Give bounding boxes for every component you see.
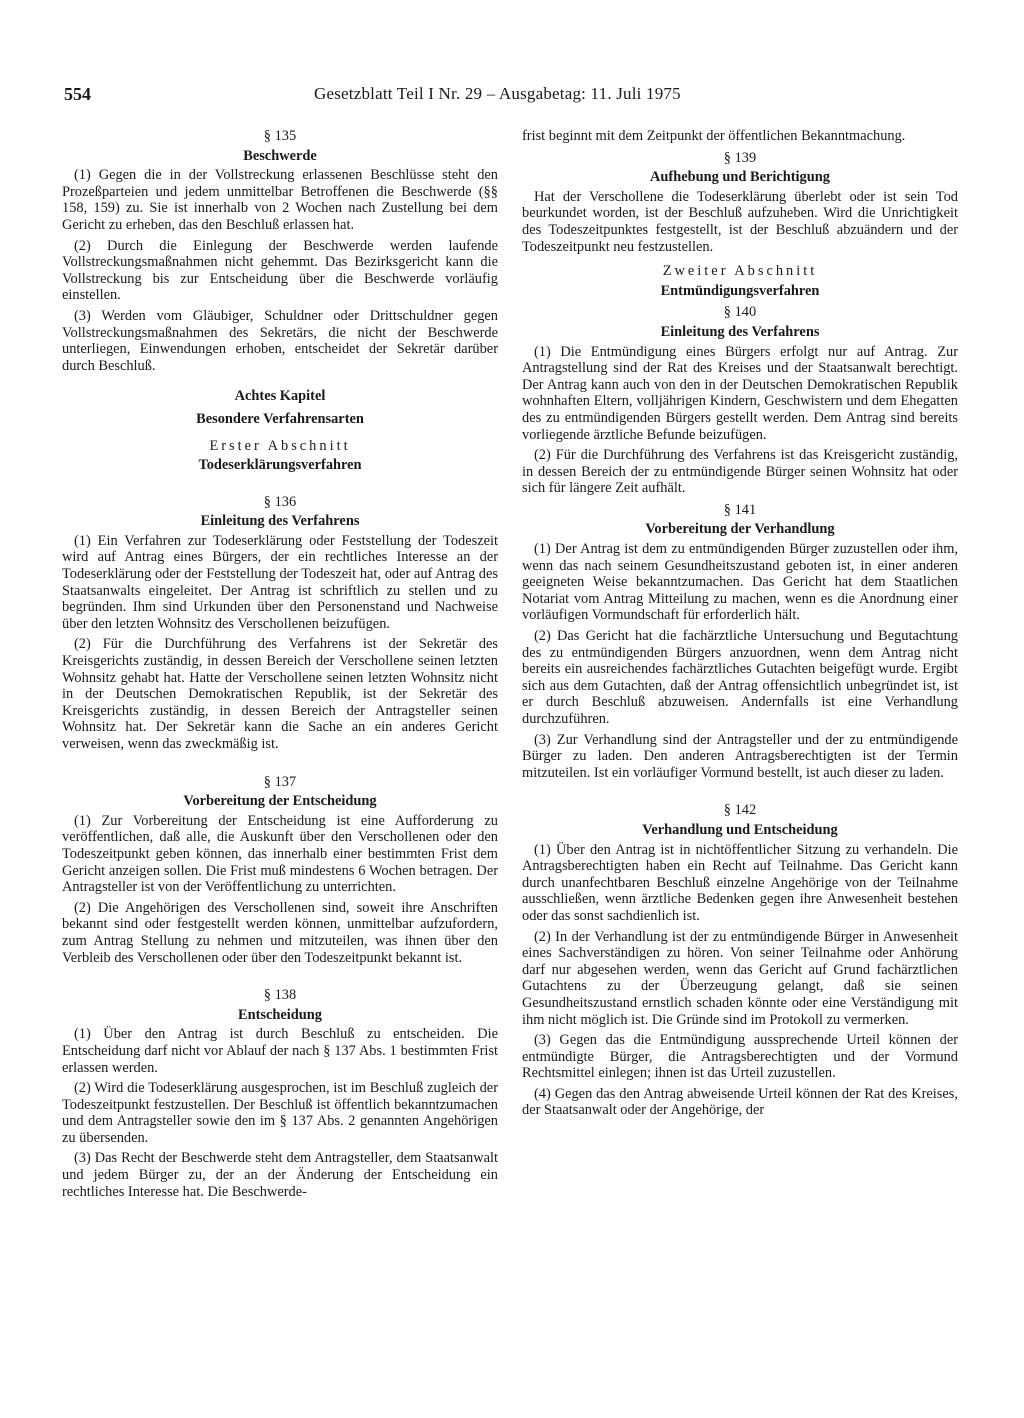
- abschnitt-heading: Zweiter Abschnitt: [662, 263, 818, 280]
- section-number-141: § 141: [723, 501, 757, 518]
- section-title-141: Vorbereitung der Verhandlung: [645, 521, 835, 538]
- paragraph: (1) Gegen die in der Vollstreckung erlassenen Beschlüsse steht den Prozeßparteien und jedem unmittelbar Betroffenen die Beschwerde (§§ 158, 159) zu. Sie ist innerhalb von 2 Wochen nach Zustellung bei dem Gericht zu erheben, das den Beschluß erlassen hat.: [62, 167, 498, 233]
- section-title-135: Beschwerde: [243, 147, 317, 164]
- paragraph: (3) Werden vom Gläubiger, Schuldner oder Drittschuldner gegen Vollstreckungsmaßnahmen des Sekretärs, die nicht der Beschwerde unterliegen, Einwendungen erhoben, entscheidet der Sekretär darüber durch Beschluß.: [62, 307, 498, 374]
- chapter-heading: Achtes Kapitel: [234, 388, 326, 405]
- section-title-136: Einleitung des Verfahrens: [200, 513, 360, 530]
- spacer: [522, 785, 958, 797]
- chapter-title: Besondere Verfahrensarten: [196, 410, 364, 427]
- paragraph: (2) In der Verhandlung ist der zu entmündigende Bürger in Anwesenheit eines Sachverständigen zu hören. Von seiner Teilnahme oder Anhörung darf nur abgesehen werden, wenn das Gericht auf Grund fachärztlichen Gutachtens zu der Überzeugung gelangt, daß sie seinen Gesundheitszustand ernstlich schaden könnte oder eine Verständigung mit ihm nicht möglich ist. Die Gründe sind im Protokoll zu vermerken.: [522, 928, 958, 1028]
- section-number-140: § 140: [723, 304, 757, 321]
- right-column: [522, 128, 958, 1123]
- spacer: [62, 477, 498, 489]
- section-title-138: Entscheidung: [238, 1006, 322, 1023]
- section-title-140: Einleitung des Verfahrens: [660, 323, 820, 340]
- paragraph: (3) Das Recht der Beschwerde steht dem Antragsteller, dem Staatsanwalt und jedem Bürger zu, der an der Änderung der Entscheidung ein rechtliches Interesse hat. Die Beschwerde-: [62, 1150, 498, 1200]
- section-title-137: Vorbereitung der Entscheidung: [183, 793, 377, 810]
- paragraph-continuation: frist beginnt mit dem Zeitpunkt der öffentlichen Bekanntmachung.: [522, 128, 906, 144]
- section-title-139: Aufhebung und Berichtigung: [650, 169, 830, 186]
- gazette-title: Gesetzblatt Teil I Nr. 29 – Ausgabetag: 11. Juli 1975: [314, 84, 681, 103]
- paragraph: (1) Über den Antrag ist durch Beschluß zu entscheiden. Die Entscheidung darf nicht vor Ablauf der nach § 137 Abs. 1 bestimmten Frist erlassen werden.: [62, 1026, 498, 1076]
- paragraph: (1) Die Entmündigung eines Bürgers erfolgt nur auf Antrag. Zur Antragstellung sind der Rat des Kreises und der Staatsanwalt berechtigt. Der Antrag kann auch von den in der Deutschen Demokratischen Republik wohnhaften Eltern, volljährigen Kindern, Geschwistern und dem Ehegatten des zu entmündigenden Bürgers gestellt werden. Dem Antrag sind bereits vorliegende ärztliche Befunde beizufügen.: [522, 343, 958, 443]
- paragraph: (1) Über den Antrag ist in nichtöffentlicher Sitzung zu verhandeln. Die Antragsberechtigten haben ein Recht auf Teilnahme. Das Gericht kann durch unanfechtbaren Beschluß einzelne Angehörige von der Teilnahme ausschließen, wenn ärztliche Bedenken gegen ihre Anwesenheit bestehen oder das sonst sachdienlich ist.: [522, 841, 958, 924]
- spacer: [62, 757, 498, 769]
- abschnitt-heading: Erster Abschnitt: [209, 437, 351, 454]
- section-number-142: § 142: [723, 802, 757, 819]
- paragraph: (3) Zur Verhandlung sind der Antragsteller und der zu entmündigende Bürger zu laden. Den anderen Antragsberechtigten ist der Termin mitzuteilen. Ist ein vorläufiger Vormund bestellt, ist auch dieser zu laden.: [522, 731, 958, 781]
- paragraph: (2) Für die Durchführung des Verfahrens ist das Kreisgericht zuständig, in dessen Bereich der zu entmündigende Bürger seinen Wohnsitz hat oder sich für längere Zeit aufhält.: [522, 447, 958, 497]
- page-header: [64, 84, 964, 110]
- paragraph: (2) Die Angehörigen des Verschollenen sind, soweit ihre Anschriften bekannt sind oder festgestellt werden können, unmittelbar aufzufordern, zum Antrag Stellung zu nehmen und mitzuteilen, was ihnen über den Verbleib des Verschollenen oder über den Todeszeitpunkt bekannt ist.: [62, 899, 498, 966]
- paragraph: (2) Wird die Todeserklärung ausgesprochen, ist im Beschluß zugleich der Todeszeitpunkt festzustellen. Der Beschluß ist öffentlich bekanntzumachen und dem Antragsteller sowie den im § 137 Abs. 2 genannten Angehörigen zu übersenden.: [62, 1080, 498, 1146]
- abschnitt-title: Todeserklärungsverfahren: [198, 457, 362, 474]
- paragraph: (3) Gegen das die Entmündigung aussprechende Urteil können der entmündigte Bürger, die Antragsberechtigten und der Vormund Rechtsmittel einlegen; ihnen ist das Urteil zuzustellen.: [522, 1032, 958, 1082]
- section-title-142: Verhandlung und Entscheidung: [642, 821, 838, 838]
- paragraph: (1) Der Antrag ist dem zu entmündigenden Bürger zuzustellen oder ihm, wenn das nach seinem Gesundheitszustand geboten ist, in einer anderen geeigneten Weise bekanntzumachen. Das Gericht hat dem Staatlichen Notariat vom Antrag Mitteilung zu machen, wenn es die Anordnung einer vorläufigen Vormundschaft für erforderlich hält.: [522, 541, 958, 624]
- section-number-139: § 139: [723, 149, 757, 166]
- paragraph: (1) Zur Vorbereitung der Entscheidung ist eine Aufforderung zu veröffentlichen, daß alle, die Auskunft über den Verschollenen oder den Todeszeitpunkt geben können, das innerhalb einer bestimmten Frist dem Gericht anzeigen sollen. Die Frist muß mindestens 6 Wochen betragen. Der Antragsteller ist von der Veröffentlichung zu unterrichten.: [62, 812, 498, 896]
- spacer: [62, 970, 498, 982]
- paragraph: (2) Durch die Einlegung der Beschwerde werden laufende Vollstreckungsmaßnahmen nicht gehemmt. Das Bezirksgericht kann die Vollstreckung bis zur Entscheidung über die Beschwerde vorläufig einstellen.: [62, 237, 498, 304]
- paragraph: Hat der Verschollene die Todeserklärung überlebt oder ist sein Tod beurkundet worden, ist der Beschluß aufzuheben. Wird die Unrichtigkeit des Todeszeitpunktes festgestellt, ist der Beschluß abzuändern und der Todeszeitpunkt neu festzustellen.: [522, 188, 958, 255]
- paragraph: (1) Ein Verfahren zur Todeserklärung oder Feststellung der Todeszeit wird auf Antrag eines Bürgers, der ein rechtliches Interesse an der Todeserklärung oder der Feststellung der Todeszeit hat, oder auf Antrag des Staatsanwalts eingeleitet. Der Antrag ist schriftlich zu stellen und zu begründen. Ihm sind Urkunden über den Personenstand und Nachweise über den letzten Wohnsitz des Verschollenen beizufügen.: [62, 532, 498, 632]
- abschnitt-title: Entmündigungsverfahren: [660, 282, 820, 299]
- page-number: 554: [64, 84, 91, 104]
- section-number-137: § 137: [263, 773, 297, 790]
- paragraph: (2) Für die Durchführung des Verfahrens ist der Sekretär des Kreisgerichts zuständig, in dessen Bereich der Verschollene seinen letzten Wohnsitz gehabt hat. Hatte der Verschollene seinen letzten Wohnsitz nicht in der Deutschen Demokratischen Republik, ist der Sekretär des Kreisgerichts zuständig, in dessen Bereich der Antragsteller seinen Wohnsitz hat. Der Sekretär kann die Sache an ein anderes Gericht verweisen, wenn das zweckmäßig ist.: [62, 636, 498, 752]
- paragraph: (2) Das Gericht hat die fachärztliche Untersuchung und Begutachtung des zu entmündigenden Bürgers anzuordnen, wenn dem Antrag nicht bereits ein ausreichendes fachärztliches Gutachten beigefügt wurde. Ergibt sich aus dem Gutachten, daß der Antrag offensichtlich unbegründet ist, ist er durch Beschluß abzuweisen. Andernfalls ist eine Verhandlung durchzuführen.: [522, 628, 958, 727]
- section-number-136: § 136: [263, 493, 297, 510]
- section-number-135: § 135: [263, 128, 297, 144]
- section-number-138: § 138: [263, 987, 297, 1004]
- paragraph: (4) Gegen das den Antrag abweisende Urteil können der Rat des Kreises, der Staatsanwalt oder der Angehörige, der: [522, 1085, 958, 1119]
- left-column: [62, 128, 498, 1204]
